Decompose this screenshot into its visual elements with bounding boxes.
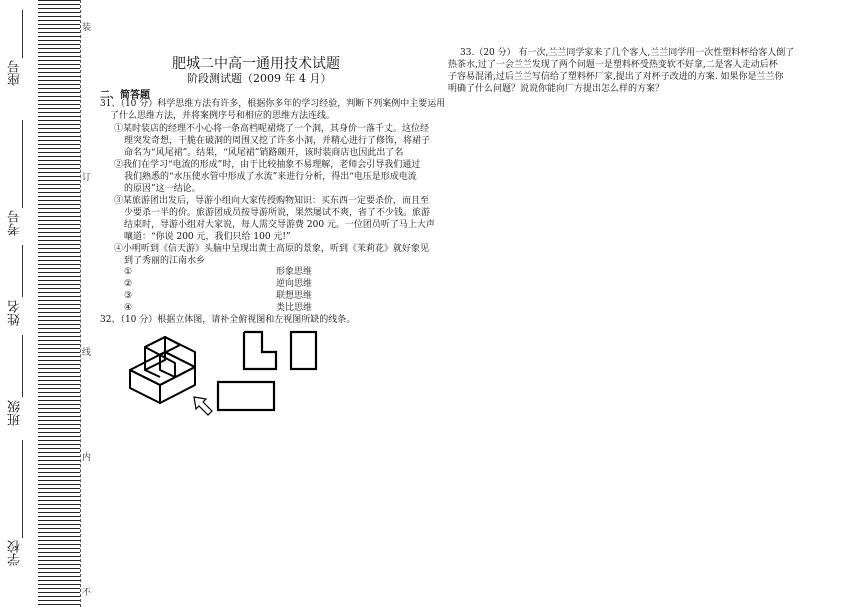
- q31-case4: 到了秀丽的江南水乡: [124, 256, 206, 266]
- page-title: 肥城二中高一通用技术试题: [172, 56, 340, 72]
- class-line: [22, 335, 23, 397]
- seal-word: 不: [82, 588, 92, 598]
- q31-case1: ①某时装店的经理不小心将一条高档呢裙烧了一个洞，其身价一落千丈。这位经: [114, 124, 430, 134]
- match-num: ③: [124, 291, 133, 301]
- q31-case2: 的原因”这一结论。: [124, 184, 201, 194]
- q31-case3: 结束时，导游小组对大家说，每人需交导游费 200 元。一位团员听了马上大声: [124, 220, 435, 230]
- q31-case2: ②我们在学习“电流的形成”时，由于比较抽象不易理解，老师会引导我们通过: [114, 160, 421, 170]
- q31-case1: 命名为“风尾裙”。结果，“风尾裙”销路颇开，该时装商店也因此出了名: [124, 148, 404, 158]
- q31-case1: 理突发奇想，干脆在破洞的周围又挖了许多小洞，并精心进行了修饰，将裙子: [124, 136, 431, 146]
- exam-no-label: 考号: [8, 210, 23, 236]
- seat-label: 座号: [8, 60, 23, 86]
- seal-word: 线: [82, 348, 92, 358]
- match-num: ①: [124, 267, 133, 277]
- q31-case3: 少要杀一半的价。旅游团成员按导游所说，果然屡试不爽，省了不少钱。旅游: [124, 208, 431, 218]
- seal-word: 装: [82, 23, 92, 33]
- q33-text: 33.（20 分） 有一次,兰兰同学家来了几个客人,兰兰同学用一次性塑料杯给客人倒了: [460, 48, 795, 58]
- binding-hatch: [38, 0, 80, 607]
- section-heading: 二、简答题: [100, 90, 150, 101]
- match-method: 形象思维: [276, 267, 313, 277]
- q31-case4: ④小明听到《信天游》头脑中呈现出黄土高原的景象，听到《茉莉花》就好象见: [114, 244, 430, 254]
- school-line: [22, 440, 23, 538]
- q31-stem: 了什么思维方法，并将案例序号和相应的思维方法连线。: [110, 111, 336, 121]
- front-view-drawing: [240, 330, 280, 372]
- match-method: 逆向思维: [276, 279, 313, 289]
- name-line: [22, 245, 23, 297]
- match-num: ④: [124, 303, 133, 313]
- school-label: 学校: [8, 540, 23, 566]
- top-view-drawing: [215, 379, 277, 413]
- q33-text: 子容易混淆,过后兰兰写信给了塑料杯厂家,提出了对杯子改进的方案. 如果你是兰兰你: [448, 72, 784, 82]
- q31-case2: 我们熟悉的“水压使水管中形成了水流”来进行分析，得出“电压是形成电流: [124, 172, 417, 182]
- name-label: 姓名: [8, 300, 23, 326]
- seat-line: [22, 10, 23, 58]
- exam-no-line: [22, 120, 23, 208]
- q31-case3: ③某旅游团出发后，导游小组向大家传授购物知识：买东西一定要杀价，而且至: [114, 196, 430, 206]
- q33-text: 明确了什么问题？说说你能向厂方提出怎么样的方案？: [448, 84, 665, 94]
- seal-word: 内: [82, 453, 92, 463]
- q31-case3: 嚷道：“你说 200 元，我们只给 100 元!”: [124, 232, 291, 242]
- q33-text: 热茶水,过了一会兰兰发现了两个问题一是塑料杯受热变软不好拿,二是客人走动后杯: [448, 60, 778, 70]
- class-label: 班级: [8, 400, 23, 426]
- view-arrow-icon: [192, 395, 214, 417]
- binding-strip: [0, 0, 38, 607]
- seal-line: [80, 0, 95, 607]
- q32-stem: 32、（10 分）根据立体图，请补全俯视图和左视图所缺的线条。: [100, 315, 356, 325]
- match-method: 类比思维: [276, 303, 313, 313]
- left-view-drawing: [288, 330, 320, 372]
- match-method: 联想思维: [276, 291, 313, 301]
- seal-word: 订: [82, 173, 92, 183]
- match-num: ②: [124, 279, 133, 289]
- q31-stem: 31、（10 分）科学思维方法有许多，根据你多年的学习经验，判断下列案例中主要运用: [100, 99, 446, 109]
- page-subtitle: 阶段测试题（2009 年 4 月）: [187, 72, 332, 85]
